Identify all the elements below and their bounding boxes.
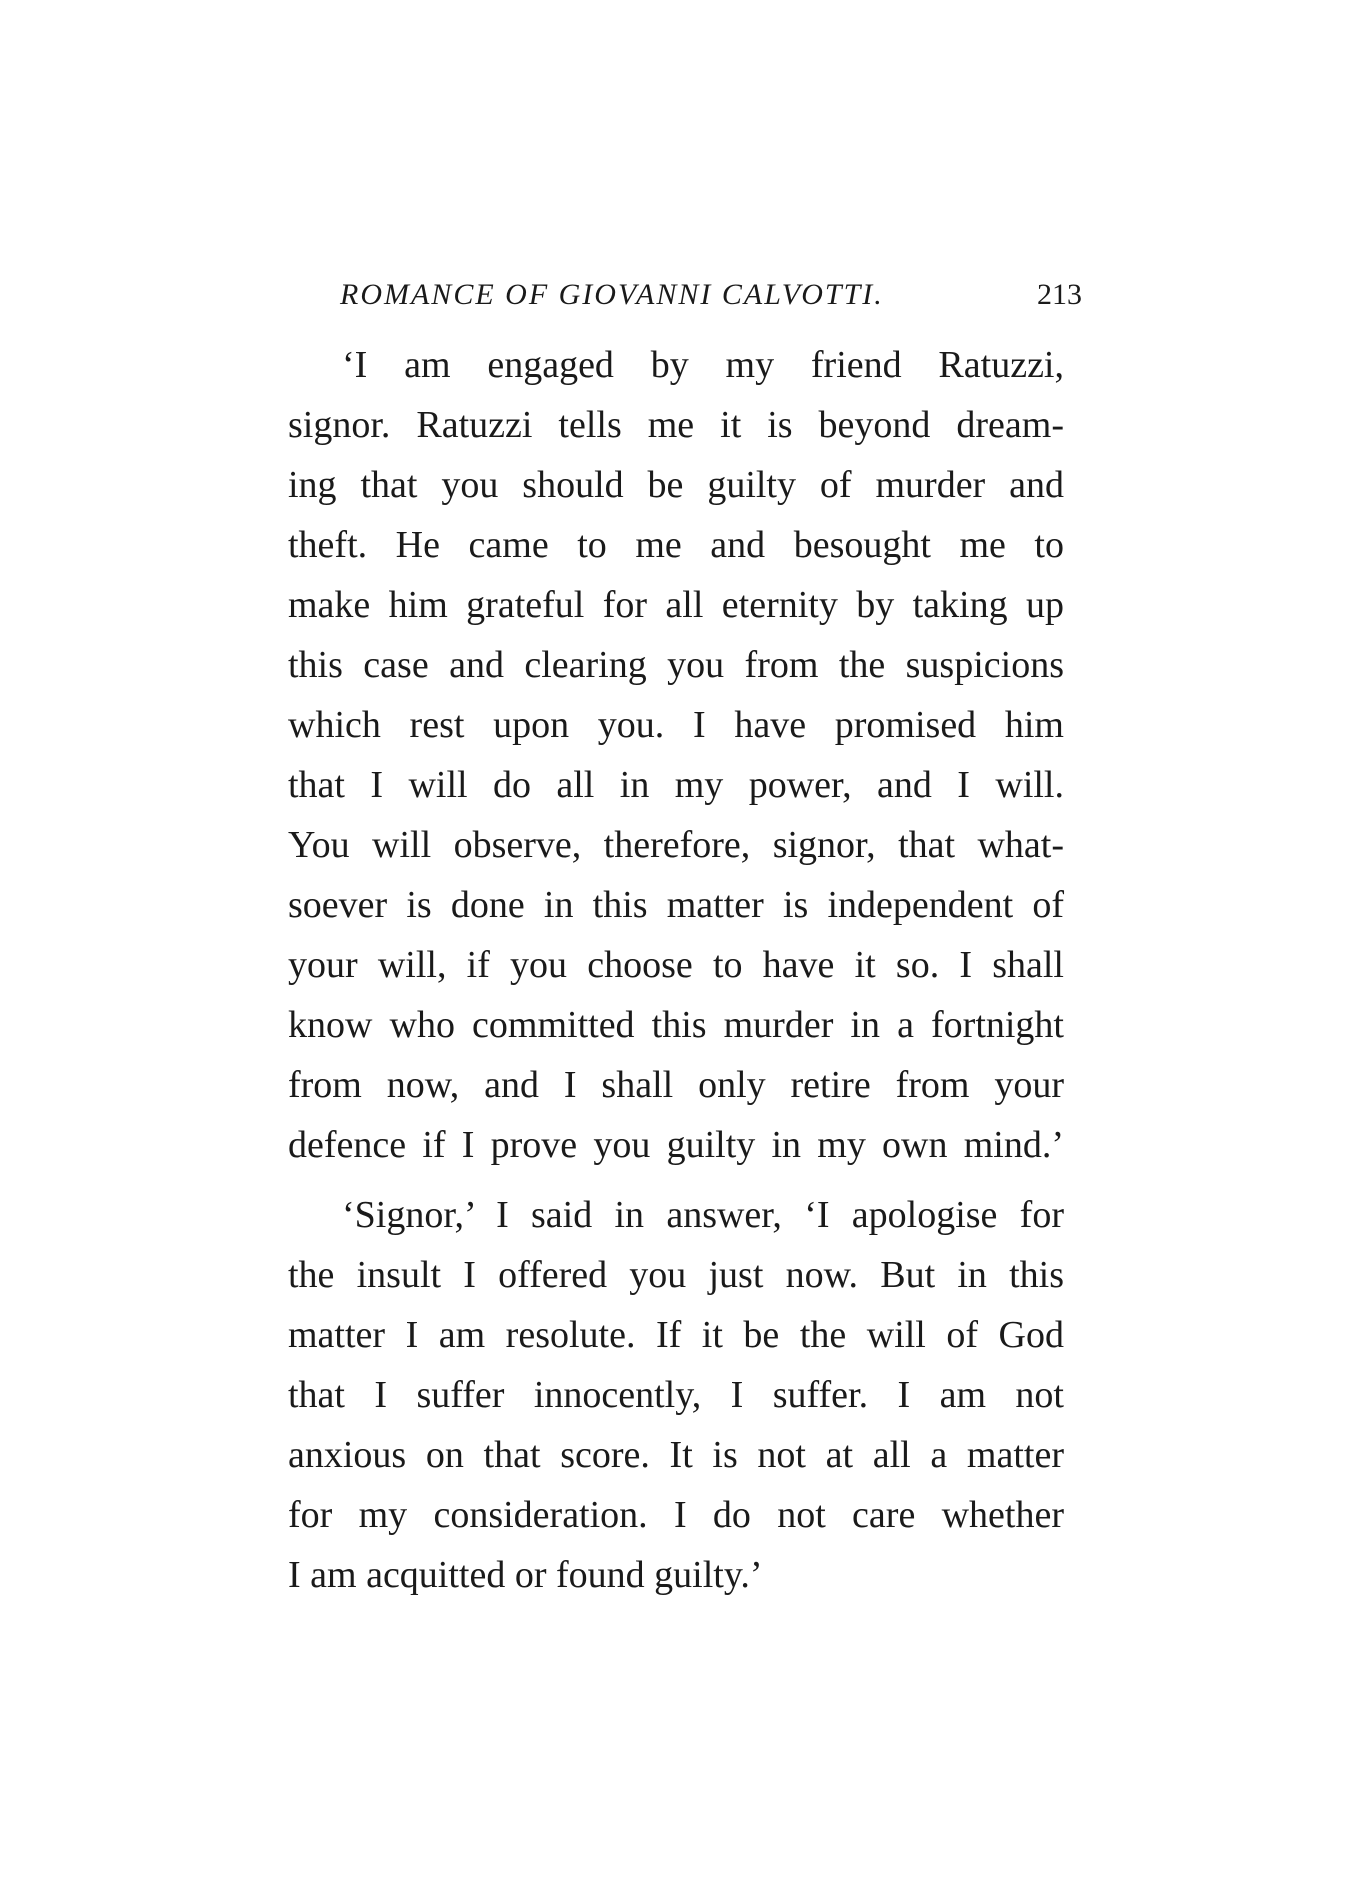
page-header	[340, 270, 1082, 320]
text-line: ‘I am engaged by my friend Ratuzzi,	[342, 344, 1064, 386]
text-line: I am acquitted or found guilty.’	[288, 1554, 763, 1596]
text-line: theft. He came to me and besought me to	[288, 524, 1064, 566]
text-line: from now, and I shall only retire from your	[288, 1064, 1064, 1106]
text-line: for my consideration. I do not care whether	[288, 1494, 1064, 1536]
text-line: ‘Signor,’ I said in answer, ‘I apologise for	[342, 1194, 1064, 1236]
text-line: soever is done in this matter is independent of	[288, 884, 1064, 926]
text-line: defence if I prove you guilty in my own mind.’	[288, 1124, 1064, 1166]
text-line: this case and clearing you from the suspicions	[288, 644, 1064, 686]
text-line: matter I am resolute. If it be the will of God	[288, 1314, 1064, 1356]
text-line: which rest upon you. I have promised him	[288, 704, 1064, 746]
text-line: ing that you should be guilty of murder and	[288, 464, 1064, 506]
text-line: make him grateful for all eternity by taking up	[288, 584, 1064, 626]
text-line: know who committed this murder in a fortnight	[288, 1004, 1064, 1046]
text-line: the insult I offered you just now. But in this	[288, 1254, 1064, 1296]
text-line: You will observe, therefore, signor, that what-	[288, 824, 1064, 866]
text-line: your will, if you choose to have it so. I shall	[288, 944, 1064, 986]
text-line: that I suffer innocently, I suffer. I am not	[288, 1374, 1064, 1416]
text-line: signor. Ratuzzi tells me it is beyond dream-	[288, 404, 1064, 446]
text-line: anxious on that score. It is not at all a matter	[288, 1434, 1064, 1476]
running-title: ROMANCE OF GIOVANNI CALVOTTI.	[340, 278, 884, 311]
text-line: that I will do all in my power, and I will.	[288, 764, 1064, 806]
page-number: 213	[1037, 278, 1082, 311]
